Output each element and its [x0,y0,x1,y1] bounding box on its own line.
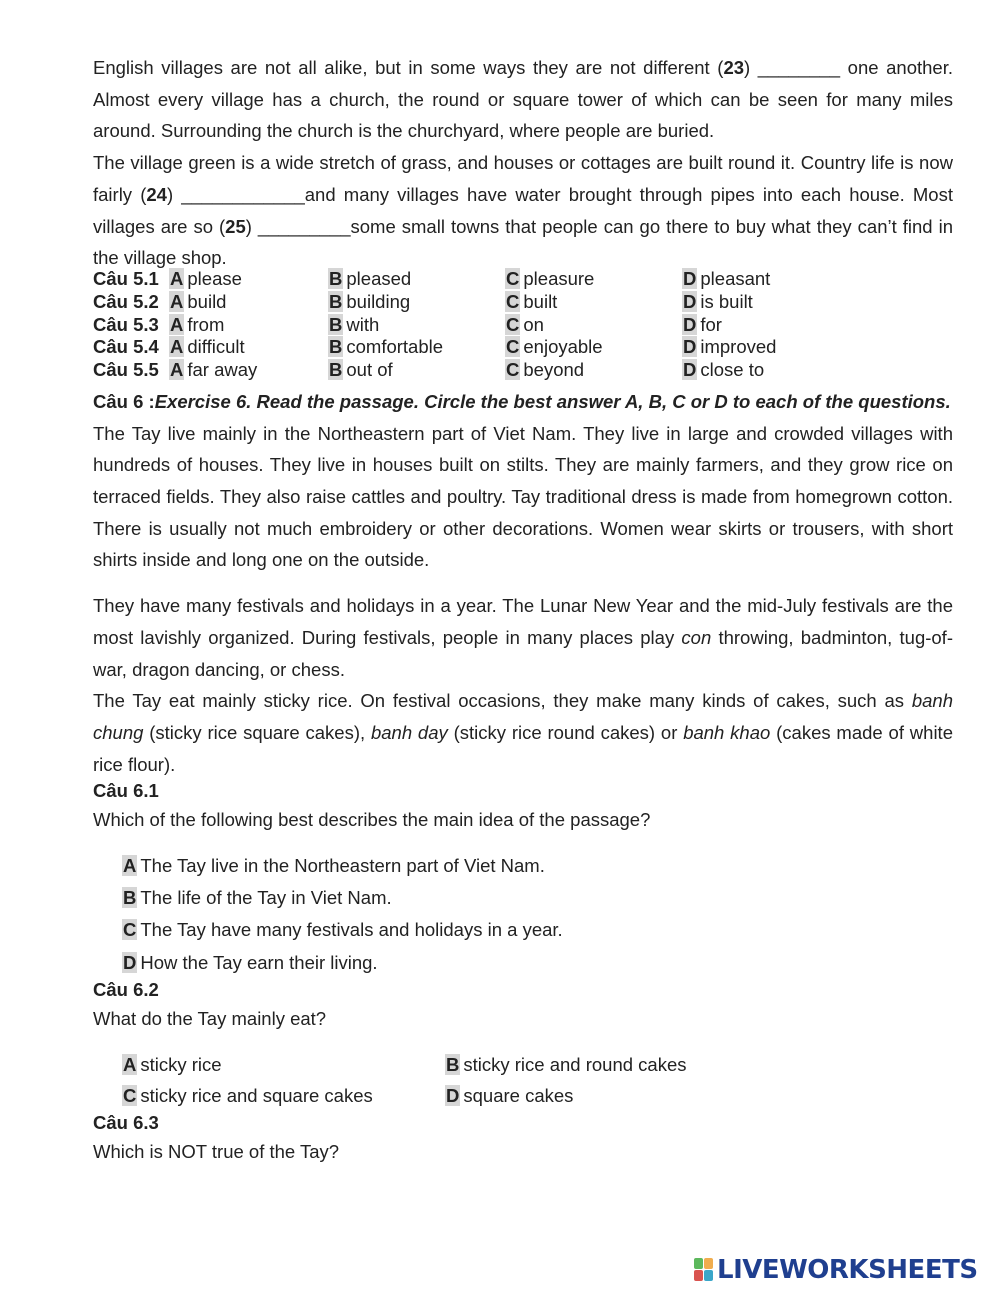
option-b[interactable] [328,336,505,359]
option-text: far away [187,359,258,381]
blank-number-25: 25 [225,215,246,237]
option-c[interactable] [505,336,682,359]
option-text: difficult [187,336,245,358]
option-d[interactable] [682,268,776,291]
option-text: beyond [523,359,585,381]
option-c[interactable] [505,314,682,337]
exercise6-instruction: Exercise 6. Read the passage. Circle the best answer A, B, C or D to each of the questions. [154,390,951,412]
option-letter[interactable]: B [329,313,343,335]
option-a[interactable] [169,291,328,314]
option-letter[interactable]: A [123,855,137,877]
option-letter[interactable]: D [683,267,697,289]
option-text: sticky rice and round cakes [463,1053,687,1075]
option-letter[interactable]: D [446,1085,460,1107]
option-text: pleasant [700,267,771,289]
question-6-2-text: What do the Tay mainly eat? [93,1007,327,1029]
question-label: Câu 5.3 [93,313,159,335]
option-letter[interactable]: D [683,313,697,335]
option-text: square cakes [463,1085,574,1107]
option-letter[interactable]: D [683,290,697,312]
passage-text: (sticky rice round cakes) or [447,721,684,743]
option-letter[interactable]: C [506,290,520,312]
option-text: building [346,290,411,312]
option-letter[interactable]: C [123,919,137,941]
question-5-5-row [93,359,776,382]
option-text: out of [346,359,393,381]
option-letter[interactable]: B [123,887,137,909]
option-text: comfortable [346,336,444,358]
option-letter[interactable]: C [123,1085,137,1107]
option-d[interactable] [122,947,953,979]
option-text: build [187,290,227,312]
passage-text: ) _________some small towns that people can go there to buy what they can’t find in the village shop. [93,215,953,269]
option-letter[interactable]: B [329,336,343,358]
tay-paragraph-2 [93,590,953,685]
question-5-4-row [93,336,776,359]
question-6-2-label: Câu 6.2 [93,978,159,1000]
option-text: on [523,313,544,335]
italic-term: banh chung [93,690,953,743]
blank-number-23: 23 [723,57,745,78]
option-c[interactable] [505,291,682,314]
passage-text: The village green is a wide stretch of grass, and houses or cottages are built round it. Country life is now fairly ( [93,152,953,205]
option-letter[interactable]: D [683,336,697,358]
option-c[interactable] [505,359,682,382]
option-b[interactable] [328,314,505,337]
option-text: The Tay live in the Northeastern part of Viet Nam. [140,855,545,877]
question-label: Câu 5.2 [93,290,159,312]
option-b[interactable] [122,882,953,914]
option-text: close to [700,359,765,381]
question-5-2-row [93,291,776,314]
question-6-3-text: Which is NOT true of the Tay? [93,1140,340,1162]
option-d[interactable] [682,359,776,382]
passage-text: (cakes made of white rice flour). [93,721,953,775]
passage-text: throwing, badminton, tug-of-war, dragon dancing, or chess. [93,626,953,680]
option-letter[interactable]: D [123,951,137,973]
option-letter[interactable]: C [506,313,520,335]
option-text: enjoyable [523,336,603,358]
option-a[interactable] [169,336,328,359]
option-b[interactable] [445,1049,768,1081]
exercise6-label: Câu 6 : [93,390,155,412]
question-6-3-label: Câu 6.3 [93,1111,159,1133]
option-letter[interactable]: B [329,290,343,312]
option-a[interactable] [122,1049,445,1081]
italic-term: banh day [370,721,448,743]
passage-text: They have many festivals and holidays in a year. The Lunar New Year and the mid-July festivals are the most lavishly organized. During festivals, people in many places play [93,595,953,648]
option-text: pleased [346,267,412,289]
option-d[interactable] [682,336,776,359]
option-a[interactable] [169,314,328,337]
option-letter[interactable]: A [170,336,184,358]
option-text: How the Tay earn their living. [140,951,378,973]
option-letter[interactable]: D [683,359,697,381]
logo-text: LIVEWORKSHEETS [717,1255,978,1285]
passage-text: ) ____________and many villages have water brought through pipes into each house. Most villages are so ( [93,183,953,237]
option-text: improved [700,336,777,358]
option-c[interactable] [505,268,682,291]
option-text: with [346,313,380,335]
question-6-1-options [122,850,953,979]
option-c[interactable] [122,914,953,946]
blank-number-24: 24 [146,183,167,205]
option-d[interactable] [682,314,776,337]
option-letter[interactable]: A [123,1053,137,1075]
option-text: The Tay have many festivals and holidays in a year. [140,919,563,941]
tay-paragraph-3 [93,685,953,780]
passage-paragraph-1 [93,52,953,147]
option-letter[interactable]: B [329,359,343,381]
option-b[interactable] [328,291,505,314]
passage-text: English villages are not all alike, but in some ways they are not different ( [93,57,724,78]
option-letter[interactable]: C [506,336,520,358]
option-text: please [187,267,242,289]
option-letter[interactable]: A [170,267,184,289]
option-text: built [523,290,558,312]
worksheet-page [93,52,953,1168]
option-text: is built [700,290,753,312]
option-letter[interactable]: A [170,359,184,381]
tay-paragraph-1: The Tay live mainly in the Northeastern part of Viet Nam. They live in large and crowded villages with hundreds of houses. They live in houses built on stilts. They are mainly farmers, and they grow rice on terraced fields. They also raise cattles and poultry. Tay traditional dress is made from homegrown cotton. There is usually not much embroidery or other decorations. Women wear skirts or trousers, with short shirts inside and long one on the outside. [93,422,953,571]
option-b[interactable] [328,268,505,291]
question-6-2-options [122,1049,953,1112]
option-letter[interactable]: A [170,290,184,312]
question-5-1-row [93,268,776,291]
option-letter[interactable]: B [329,267,343,289]
liveworksheets-logo-icon [694,1258,714,1282]
liveworksheets-logo [694,1255,978,1285]
option-b[interactable] [328,359,505,382]
option-d[interactable] [682,291,776,314]
option-a[interactable] [169,359,328,382]
passage-text: The Tay eat mainly sticky rice. On festival occasions, they make many kinds of cakes, such as [93,690,912,712]
option-text: for [700,313,722,335]
exercise6-heading [93,386,953,418]
option-c[interactable] [122,1080,445,1112]
question-label: Câu 5.5 [93,359,159,381]
option-text: pleasure [523,267,595,289]
passage-text: ) ________ one another. Almost every village has a church, the round or square tower of which can be seen for many miles around. Surrounding the church is the churchyard, where people are buried. [93,57,953,142]
option-text: sticky rice [140,1053,222,1075]
question-label: Câu 5.1 [93,267,159,289]
question-6-1-label: Câu 6.1 [93,780,159,802]
exercise5-options-table [93,268,776,382]
italic-term: banh khao [683,721,771,743]
option-a[interactable] [122,850,953,882]
option-text: sticky rice and square cakes [140,1085,373,1107]
option-letter[interactable]: C [506,359,520,381]
option-d[interactable] [445,1080,768,1112]
option-letter[interactable]: A [170,313,184,335]
option-letter[interactable]: C [506,267,520,289]
option-text: The life of the Tay in Viet Nam. [140,887,392,909]
option-text: from [187,313,225,335]
passage-text: (sticky rice square cakes), [143,721,371,743]
passage-paragraph-2 [93,147,953,274]
italic-term: con [681,626,712,648]
option-a[interactable] [169,268,328,291]
question-6-1-text: Which of the following best describes the main idea of the passage? [93,809,651,831]
question-5-3-row [93,314,776,337]
question-label: Câu 5.4 [93,336,159,358]
option-letter[interactable]: B [446,1053,460,1075]
